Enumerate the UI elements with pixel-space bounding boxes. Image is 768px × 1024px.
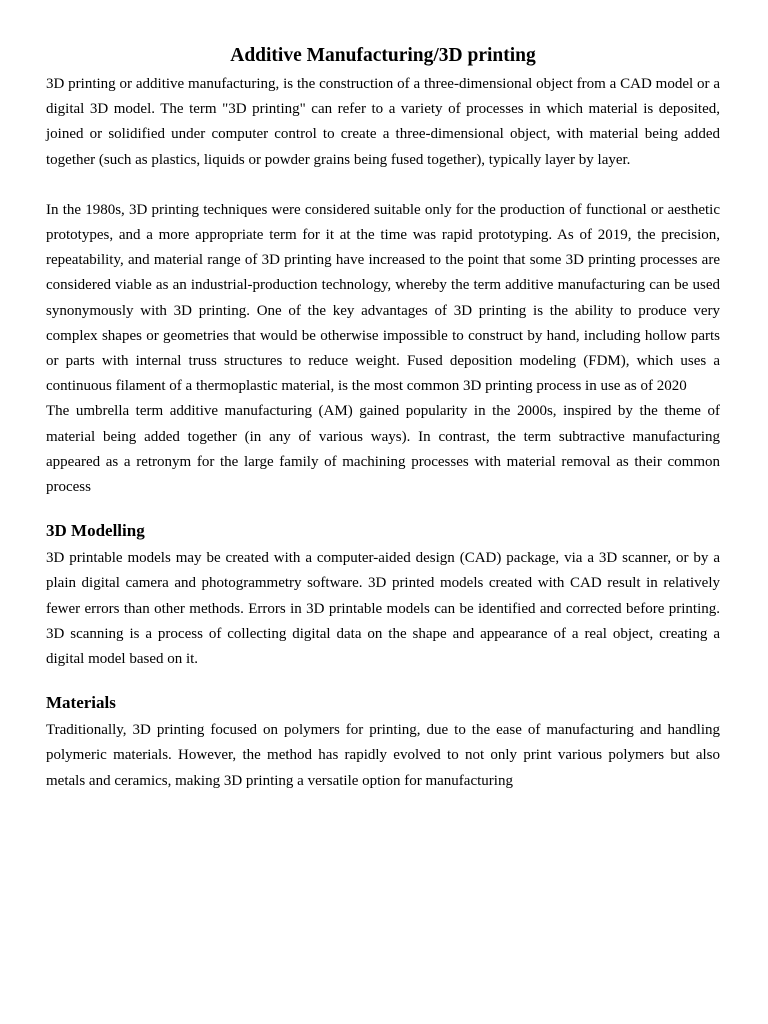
intro-paragraph-1: 3D printing or additive manufacturing, is the construction of a three-dimensional object from a CAD model or a digital 3D model. The term "3D printing" can refer to a variety of processes in which material is deposited, joined or solidified under computer control to create a three-dimensional object, with material being added together (such as plastics, liquids or powder grains being fused together), typically layer by layer. <box>46 76 720 168</box>
section-spacer <box>46 500 720 518</box>
paragraph-spacer <box>46 173 720 198</box>
document-page <box>46 42 720 794</box>
document-title: Additive Manufacturing/3D printing <box>230 45 536 66</box>
section-body-3d-modelling: 3D printable models may be created with a computer-aided design (CAD) package, via a 3D scanner, or by a plain digital camera and photogrammetry software. 3D printed models created with CAD result in relatively fewer errors than other methods. Errors in 3D printable models can be identified and corrected before printing. 3D scanning is a process of collecting digital data on the shape and appearance of a real object, creating a digital model based on it. <box>46 550 720 668</box>
section-spacer <box>46 672 720 690</box>
intro-paragraph-2: In the 1980s, 3D printing techniques were considered suitable only for the production of functional or aesthetic prototypes, and a more appropriate term for it at the time was rapid prototyping. As of 2019, the precision, repeatability, and material range of 3D printing have increased to the point that some 3D printing processes are considered viable as an industrial-production technology, whereby the term additive manufacturing can be used synonymously with 3D printing. One of the key advantages of 3D printing is the ability to produce very complex shapes or geometries that would be otherwise impossible to construct by hand, including hollow parts or parts with internal truss structures to reduce weight. Fused deposition modeling (FDM), which uses a continuous filament of a thermoplastic material, is the most common 3D printing process in use as of 2020 <box>46 201 720 395</box>
intro-paragraph-3: The umbrella term additive manufacturing (AM) gained popularity in the 2000s, inspired by the theme of material being added together (in any of various ways). In contrast, the term subtractive manufacturing appeared as a retronym for the large family of machining processes with material removal as their common process <box>46 403 720 496</box>
section-heading-3d-modelling: 3D Modelling <box>46 521 145 541</box>
section-heading-materials: Materials <box>46 693 116 713</box>
section-body-materials: Traditionally, 3D printing focused on polymers for printing, due to the ease of manufacturing and handling polymeric materials. However, the method has rapidly evolved to not only print various polymers but also metals and ceramics, making 3D printing a versatile option for manufacturing <box>46 722 720 789</box>
